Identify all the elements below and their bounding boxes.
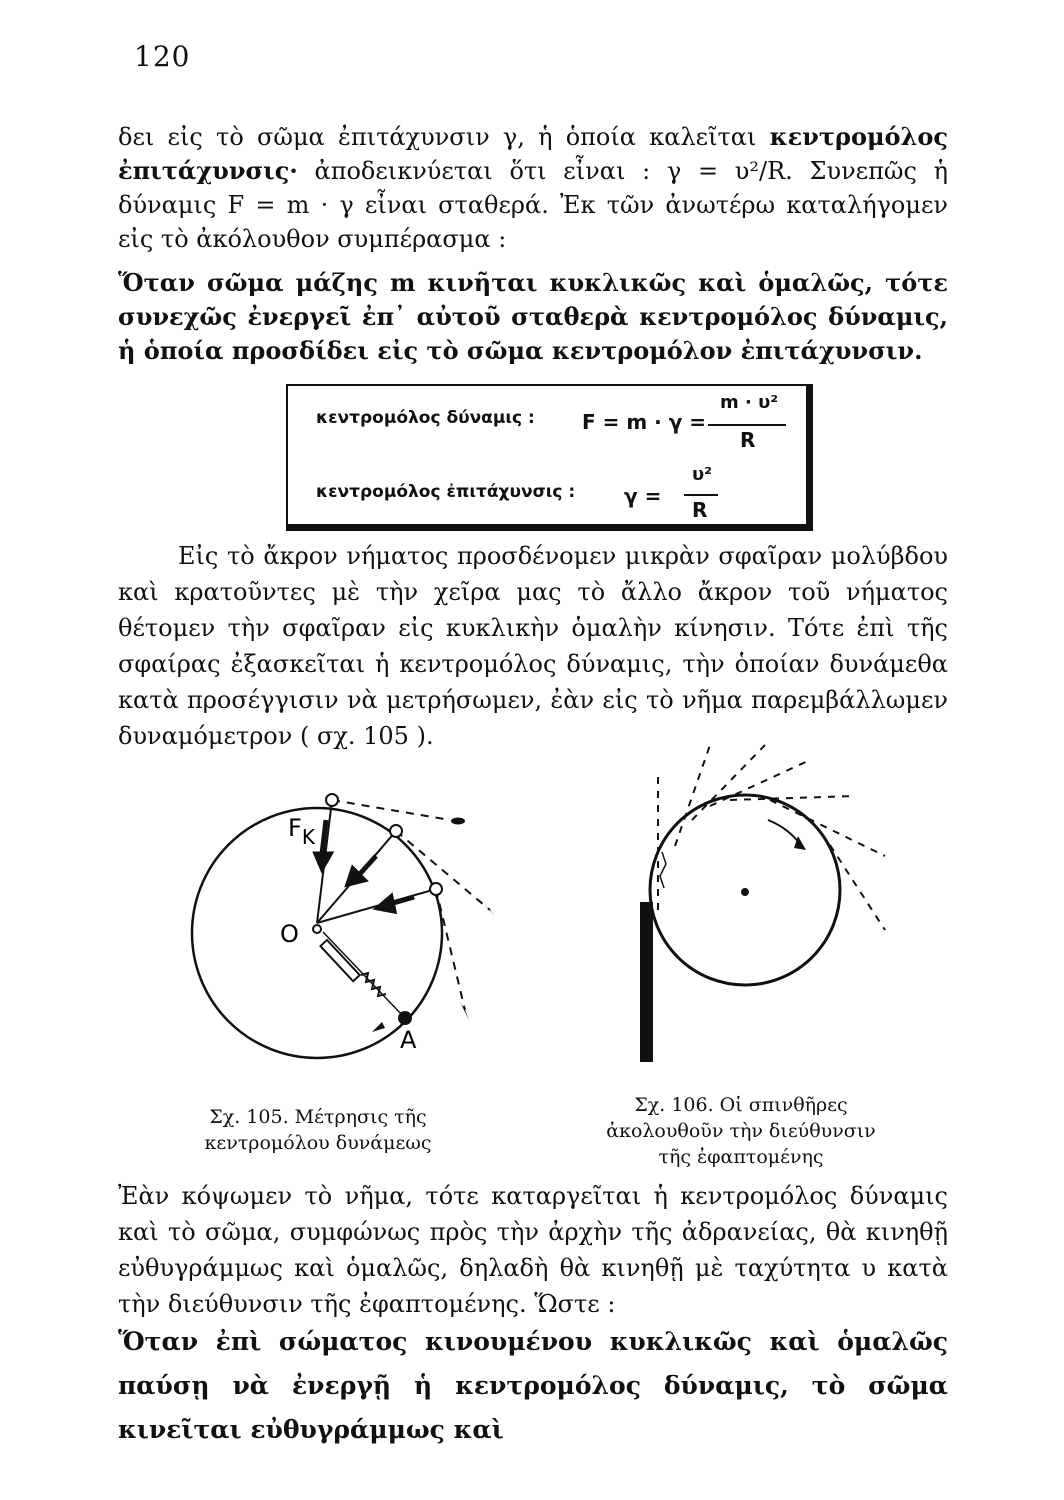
rotation-arrow [768,820,800,844]
force-expression: F = m · γ = [582,410,707,434]
center-label: O [280,920,299,948]
term-centripetal-acceleration: κεντρομόλος ἐπιτάχυνσις· [118,122,948,185]
experiment-paragraph: Εἰς τὸ ἄκρον νήματος προσδένομεν μικρὰν σφαῖραν μολύβδου καὶ κρατοῦντες μὲ τὴν χεῖρα μας τὸ ἄλλο ἄκρον τοῦ νήματος θέτομεν τὴν σφαῖραν εἰς κυκλικὴν ὁμαλὴν κίνησιν. Τότε ἐπὶ τῆς σφαίρας ἐξασκεῖται ἡ κεντρομόλος δύναμις, τὴν ὁποίαν δυνάμεθα κατὰ προσέγγισιν νὰ μετρήσωμεν, ἐὰν εἰς τὸ νῆμα παρεμβάλλωμεν δυναμόμετρον ( σχ. 105 ). [118,542,948,750]
figure-106-caption: Σχ. 106. Οἱ σπινθῆρες ἀκολουθοῦν τὴν διεύθυνσιν τῆς ἐφαπτομένης [606,1094,876,1168]
point-a-label: A [400,1026,417,1054]
force-denominator: R [740,428,756,452]
paragraph-intro-rest: ἀποδεικνύεται ὅτι εἶναι : γ = υ²/R. Συνεπῶς ἡ δύναμις F = m · γ εἶναι σταθερά. Ἐκ τῶν ἀνωτέρω καταλήγομεν εἰς τὸ ἀκόλουθον συμπέρασμα : [118,157,948,253]
wheel-axle [741,888,749,896]
grinder-handle [640,902,653,1062]
spark-zigzag [660,852,666,888]
figure-105 [120,770,500,1060]
figure-106 [630,740,890,1070]
spark-lines [658,745,885,930]
paragraph-intro-text: δει εἰς τὸ σῶμα ἐπιτάχυνσιν γ, ἡ ὁποία καλεῖται [118,123,770,151]
figure-105-caption: Σχ. 105. Μέτρησις τῆς κεντρομόλου δυνάμεως [204,1106,432,1154]
acceleration-expression: γ = [624,484,662,508]
inertia-paragraph: Ἐὰν κόψωμεν τὸ νῆμα, τότε καταργεῖται ἡ κεντρομόλος δύναμις καὶ τὸ σῶμα, συμφώνως πρὸς τὴν ἀρχὴν τῆς ἀδρανείας, θὰ κινηθῇ εὐθυγράμμως καὶ ὁμαλῶς, δηλαδὴ θὰ κινηθῇ μὲ ταχύτητα υ κατὰ τὴν διεύθυνσιν τῆς ἐφαπτομένης. Ὥστε : [118,1182,948,1318]
acceleration-fraction-bar [684,494,718,496]
conclusion-statement: Ὅταν ἐπὶ σώματος κινουμένου κυκλικῶς καὶ ὁμαλῶς παύσῃ νὰ ἐνεργῇ ἡ κεντρομόλος δύναμις, τὸ σῶμα κινεῖται εὐθυγράμμως καὶ [118,1327,948,1444]
force-label: κεντρομόλος δύναμις : [316,408,535,428]
force-fraction-bar [708,424,786,426]
tangent-arrowheads [451,818,495,1021]
law-statement: Ὅταν σῶμα μάζης m κινῆται κυκλικῶς καὶ ὁμαλῶς, τότε συνεχῶς ἐνεργεῖ ἐπ᾽ αὐτοῦ σταθερὰ κεντρομόλος δύναμις, ἡ ὁποία προσδίδει εἰς τὸ σῶμα κεντρομόλον ἐπιτάχυνσιν. [118,268,948,365]
force-label: $F_K$ [288,814,315,849]
acceleration-numerator: υ² [692,464,713,485]
page-number: 120 [134,40,191,73]
dynamometer [320,940,386,996]
motion-arrow [372,1022,385,1032]
formula-box [286,384,813,531]
paragraph-intro [118,120,948,256]
force-numerator: m · υ² [720,392,779,413]
acceleration-label: κεντρομόλος ἐπιτάχυνσις : [316,482,576,502]
acceleration-denominator: R [692,498,708,522]
